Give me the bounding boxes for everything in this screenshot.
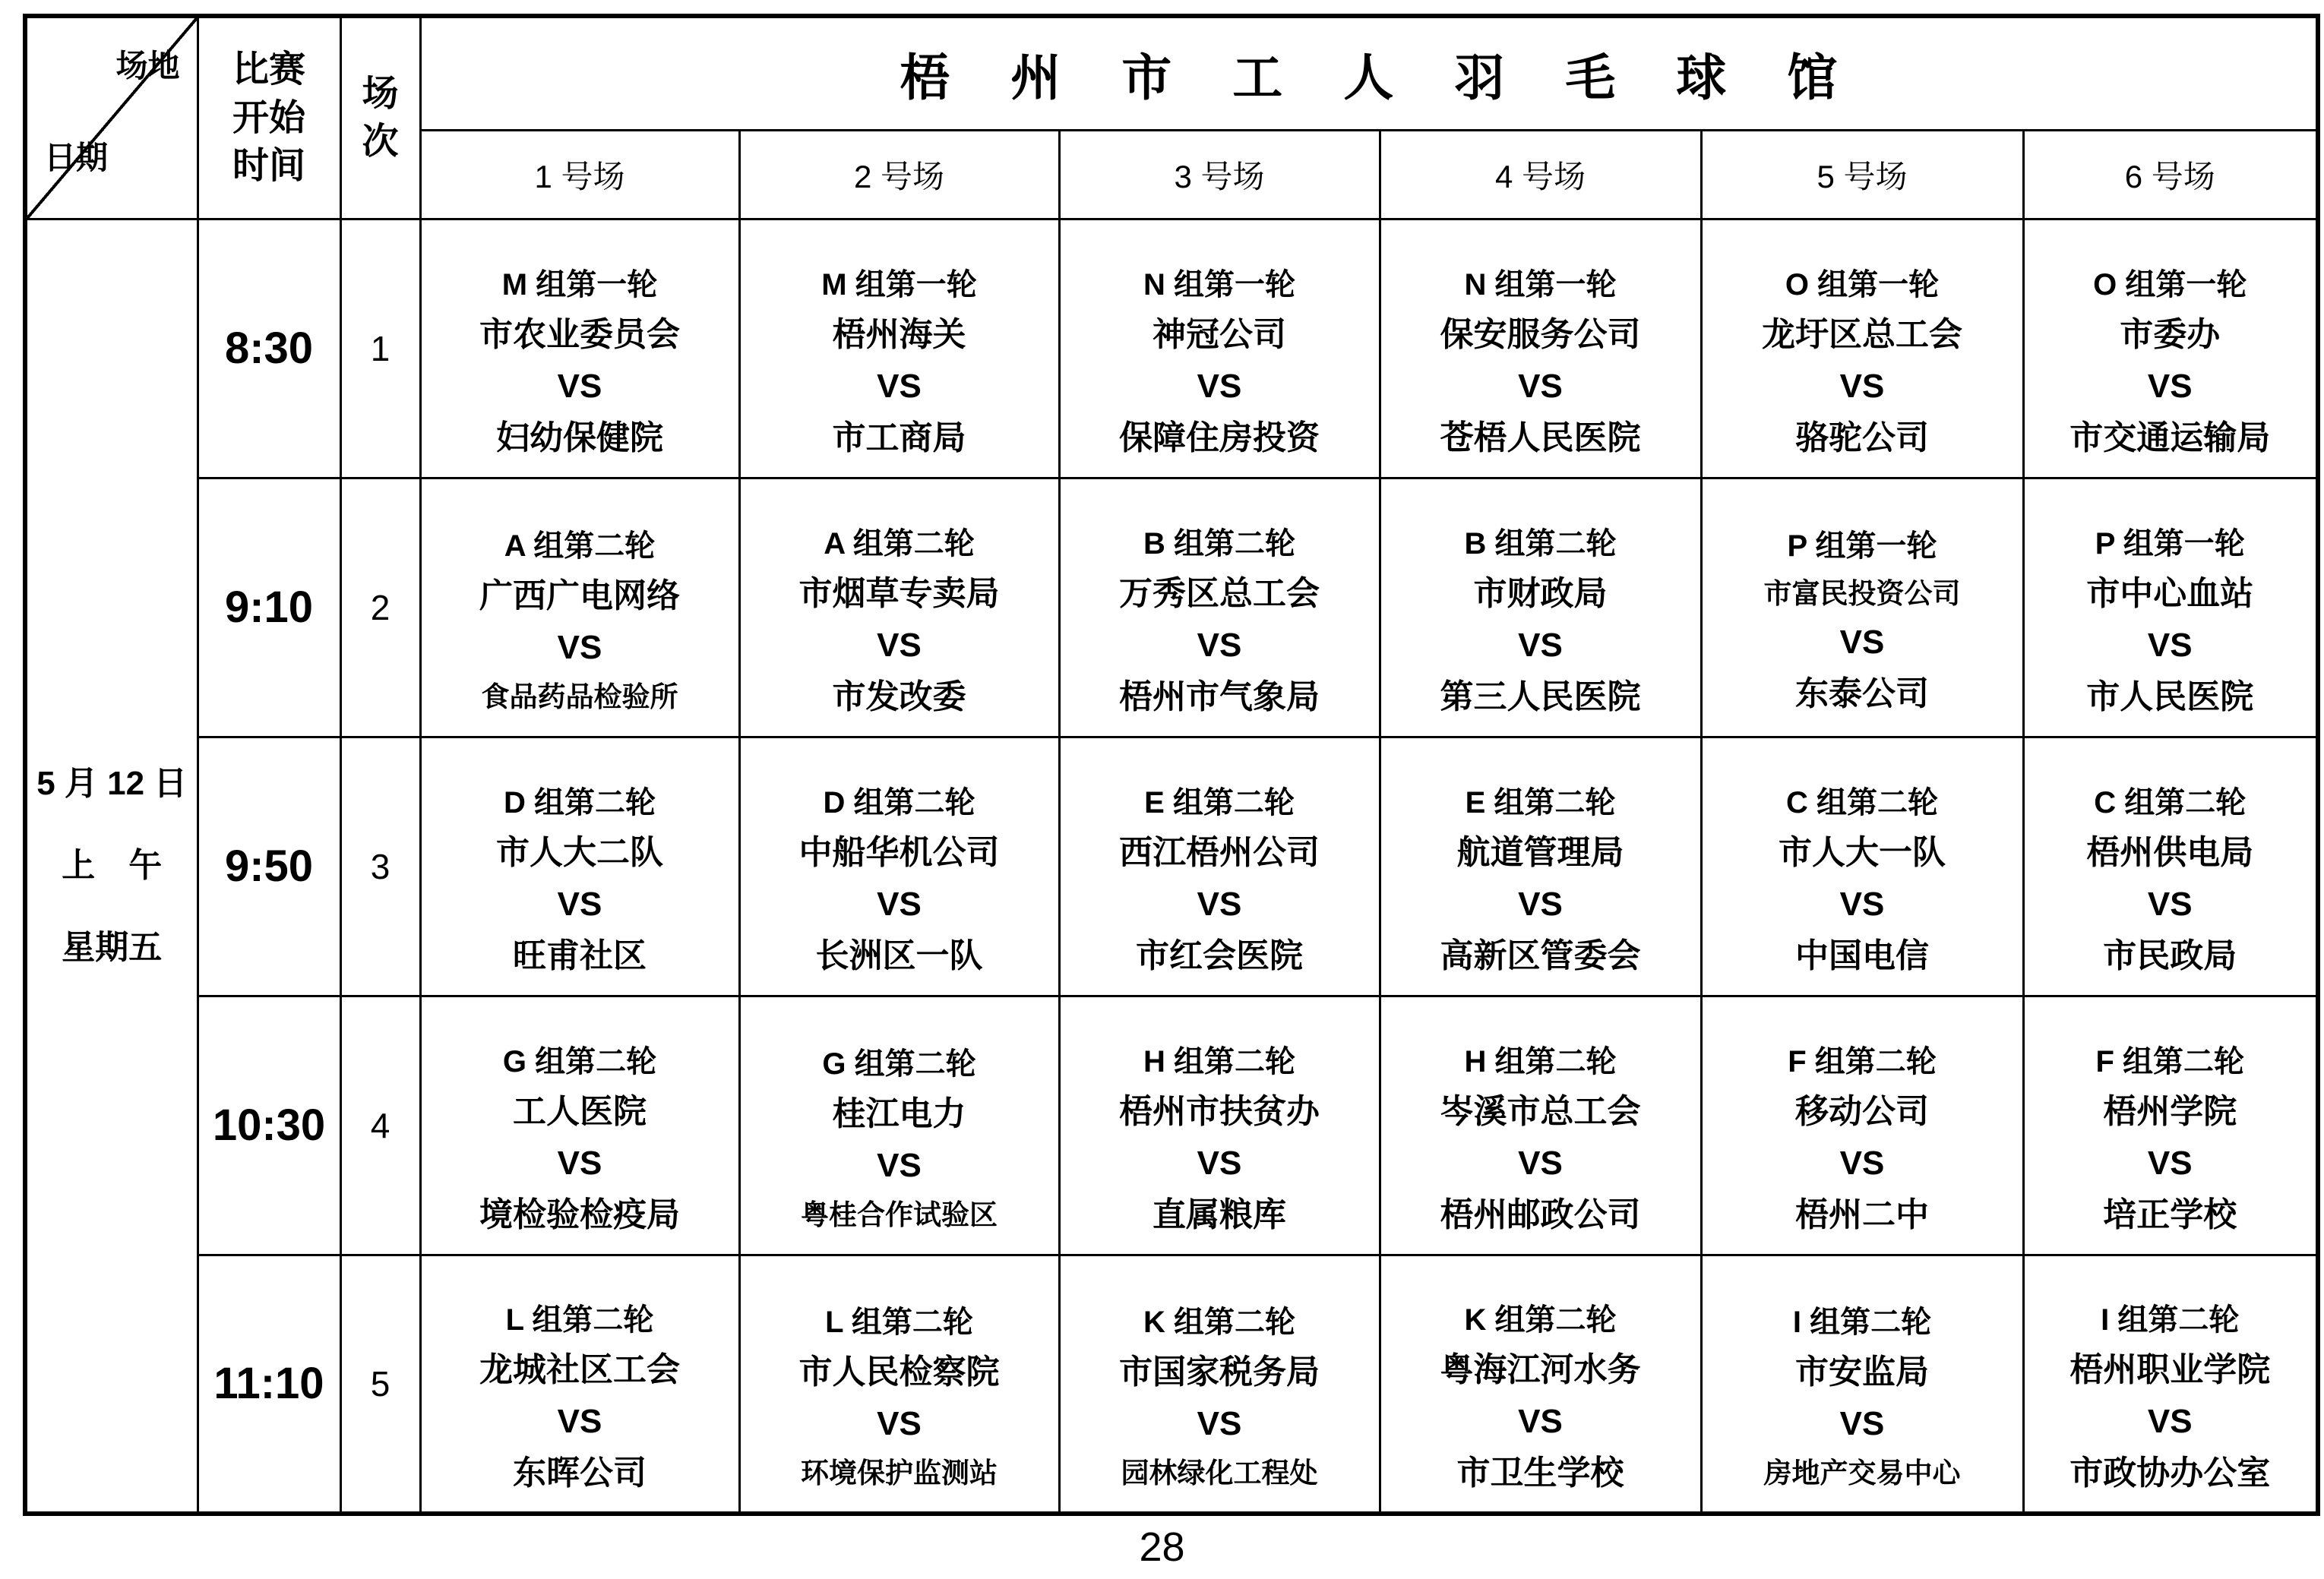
- match-team-1: 市人民检察院: [798, 1353, 1000, 1391]
- match-team-2: 第三人民医院: [1440, 677, 1641, 715]
- match-team-2: 环境保护监测站: [801, 1457, 998, 1489]
- match-time: 9:50: [198, 737, 340, 996]
- court-header-6: 6 号场: [2023, 130, 2318, 219]
- match-round: N 组第一轮: [1143, 267, 1295, 302]
- vs-label: VS: [1518, 367, 1563, 405]
- vs-label: VS: [1839, 1144, 1885, 1182]
- match-cell: [420, 996, 739, 1255]
- schedule-row: [25, 478, 2318, 737]
- match-cell: [1701, 219, 2023, 478]
- date-cell: [25, 219, 198, 1514]
- match-cell: [2023, 996, 2318, 1255]
- match-round: H 组第二轮: [1143, 1044, 1295, 1078]
- session-number: 5: [340, 1255, 420, 1514]
- venue-title: 梧州市工人羽毛球馆: [420, 16, 2318, 130]
- match-cell: [1059, 1255, 1380, 1514]
- match-round: C 组第二轮: [2094, 785, 2247, 820]
- vs-label: VS: [1839, 367, 1885, 405]
- match-team-1: 龙圩区总工会: [1762, 315, 1962, 353]
- match-cell: [739, 478, 1059, 737]
- vs-label: VS: [557, 885, 602, 923]
- match-team-2: 梧州二中: [1795, 1195, 1929, 1233]
- match-cell: [739, 737, 1059, 996]
- match-cell: [2023, 478, 2318, 737]
- match-team-1: 万秀区总工会: [1119, 574, 1320, 612]
- match-team-1: 桂江电力: [832, 1095, 966, 1132]
- match-team-2: 妇幼保健院: [496, 418, 663, 456]
- match-team-1: 梧州职业学院: [2069, 1350, 2271, 1388]
- match-team-1: 梧州学院: [2103, 1092, 2237, 1130]
- date-line: 星期五: [62, 928, 163, 966]
- court-header-1: 1 号场: [420, 130, 739, 219]
- match-round: K 组第二轮: [1464, 1303, 1617, 1337]
- match-team-2: 直属粮库: [1153, 1195, 1286, 1233]
- vs-label: VS: [1197, 367, 1242, 405]
- header-row-title: [25, 16, 2318, 130]
- vs-label: VS: [877, 367, 922, 405]
- match-team-1: 粤海江河水务: [1440, 1350, 1641, 1388]
- match-team-2: 高新区管委会: [1440, 936, 1641, 974]
- court-header-3: 3 号场: [1059, 130, 1380, 219]
- match-round: C 组第二轮: [1786, 785, 1938, 820]
- match-cell: [739, 996, 1059, 1255]
- vs-label: VS: [2147, 1402, 2193, 1440]
- match-team-1: 市农业委员会: [479, 315, 680, 353]
- match-round: H 组第二轮: [1464, 1044, 1617, 1078]
- vs-label: VS: [1518, 1144, 1563, 1182]
- match-round: M 组第一轮: [821, 267, 977, 302]
- match-team-2: 市民政局: [2103, 936, 2237, 974]
- match-round: A 组第二轮: [824, 526, 975, 561]
- match-time: 8:30: [198, 219, 340, 478]
- vs-label: VS: [877, 626, 922, 664]
- match-round: D 组第二轮: [823, 785, 975, 820]
- match-team-2: 市工商局: [832, 418, 966, 456]
- court-header-4: 4 号场: [1380, 130, 1701, 219]
- match-team-2: 骆驼公司: [1795, 418, 1929, 456]
- vs-label: VS: [2147, 1144, 2193, 1182]
- match-team-1: 梧州供电局: [2086, 833, 2254, 871]
- time-header-line: 比赛: [232, 49, 305, 90]
- page-number: 28: [1139, 1524, 1185, 1570]
- match-cell: [2023, 737, 2318, 996]
- match-team-1: 航道管理局: [1456, 833, 1624, 871]
- match-team-2: 梧州邮政公司: [1440, 1195, 1641, 1233]
- vs-label: VS: [557, 367, 602, 405]
- date-line: 5 月 12 日: [36, 764, 188, 802]
- match-team-1: 龙城社区工会: [479, 1350, 680, 1388]
- match-team-1: 中船华机公司: [798, 833, 1000, 871]
- vs-label: VS: [557, 1402, 602, 1440]
- match-cell: [1059, 219, 1380, 478]
- match-cell: [1380, 996, 1701, 1255]
- match-team-1: 梧州市扶贫办: [1119, 1092, 1320, 1130]
- schedule-row: [25, 219, 2318, 478]
- vs-label: VS: [1839, 1405, 1885, 1443]
- match-time: 11:10: [198, 1255, 340, 1514]
- session-number: 2: [340, 478, 420, 737]
- match-cell: [1059, 478, 1380, 737]
- match-team-1: 市人大二队: [496, 833, 663, 871]
- match-cell: [2023, 1255, 2318, 1514]
- session-header-line: 次: [362, 122, 399, 163]
- match-cell: [1380, 1255, 1701, 1514]
- vs-label: VS: [877, 885, 922, 923]
- corner-date-label: 日期: [44, 139, 109, 175]
- match-team-2: 旺甫社区: [513, 936, 647, 974]
- match-cell: [420, 219, 739, 478]
- vs-label: VS: [2147, 885, 2193, 923]
- match-team-1: 保安服务公司: [1440, 315, 1641, 353]
- match-team-2: 市发改委: [832, 677, 966, 715]
- match-cell: [1380, 478, 1701, 737]
- match-team-1: 市财政局: [1473, 574, 1608, 612]
- session-number: 4: [340, 996, 420, 1255]
- match-team-2: 房地产交易中心: [1763, 1457, 1961, 1489]
- match-round: D 组第二轮: [504, 785, 656, 820]
- match-team-2: 东晖公司: [513, 1454, 647, 1492]
- match-team-1: 市富民投资公司: [1763, 578, 1961, 609]
- match-team-2: 市交通运输局: [2069, 418, 2271, 456]
- session-number: 3: [340, 737, 420, 996]
- session-column-header: [340, 16, 420, 219]
- vs-label: VS: [2147, 367, 2193, 405]
- match-team-2: 保障住房投资: [1119, 418, 1320, 456]
- match-team-2: 东泰公司: [1795, 675, 1929, 712]
- match-team-1: 梧州海关: [832, 315, 966, 353]
- vs-label: VS: [877, 1405, 922, 1443]
- schedule-table: [23, 14, 2320, 1516]
- match-team-2: 粤桂合作试验区: [801, 1199, 998, 1230]
- match-round: F 组第二轮: [1788, 1044, 1937, 1078]
- match-round: G 组第二轮: [822, 1047, 976, 1081]
- vs-label: VS: [1518, 1402, 1563, 1440]
- match-cell: [739, 219, 1059, 478]
- match-team-1: 市安监局: [1795, 1353, 1929, 1391]
- corner-venue-label: 场地: [115, 48, 180, 84]
- match-team-1: 工人医院: [513, 1092, 647, 1130]
- match-cell: [1380, 219, 1701, 478]
- time-header-line: 时间: [232, 145, 305, 186]
- match-round: B 组第二轮: [1143, 526, 1295, 561]
- vs-label: VS: [2147, 626, 2193, 664]
- match-team-2: 境检验检疫局: [479, 1195, 680, 1233]
- time-column-header: [198, 16, 340, 219]
- court-header-2: 2 号场: [739, 130, 1059, 219]
- match-team-1: 岑溪市总工会: [1440, 1092, 1641, 1130]
- match-team-2: 市红会医院: [1136, 936, 1303, 974]
- match-team-2: 市卫生学校: [1456, 1454, 1624, 1492]
- match-team-2: 食品药品检验所: [481, 681, 678, 712]
- date-line: 上 午: [62, 846, 163, 884]
- match-cell: [1701, 1255, 2023, 1514]
- match-cell: [1701, 996, 2023, 1255]
- vs-label: VS: [1839, 624, 1885, 661]
- match-round: I 组第二轮: [1792, 1306, 1932, 1340]
- match-team-1: 广西广电网络: [479, 577, 680, 614]
- match-cell: [420, 1255, 739, 1514]
- court-header-5: 5 号场: [1701, 130, 2023, 219]
- match-round: B 组第二轮: [1464, 526, 1617, 561]
- match-round: M 组第一轮: [501, 267, 658, 302]
- vs-label: VS: [1518, 885, 1563, 923]
- vs-label: VS: [1197, 1144, 1242, 1182]
- match-round: F 组第二轮: [2095, 1044, 2245, 1078]
- match-cell: [739, 1255, 1059, 1514]
- match-round: K 组第二轮: [1143, 1306, 1295, 1340]
- vs-label: VS: [1518, 626, 1563, 664]
- match-round: N 组第一轮: [1464, 267, 1617, 302]
- match-team-1: 神冠公司: [1153, 315, 1286, 353]
- match-round: A 组第二轮: [504, 529, 656, 563]
- match-time: 9:10: [198, 478, 340, 737]
- match-team-2: 培正学校: [2103, 1195, 2237, 1233]
- match-team-2: 苍梧人民医院: [1440, 418, 1641, 456]
- match-round: G 组第二轮: [502, 1044, 657, 1078]
- schedule-row: [25, 737, 2318, 996]
- vs-label: VS: [1197, 1405, 1242, 1443]
- match-team-1: 市烟草专卖局: [798, 574, 1000, 612]
- vs-label: VS: [1839, 885, 1885, 923]
- match-team-1: 市国家税务局: [1119, 1353, 1320, 1391]
- match-team-2: 市人民医院: [2086, 677, 2254, 715]
- match-cell: [1059, 996, 1380, 1255]
- match-round: O 组第一轮: [1785, 267, 1940, 302]
- vs-label: VS: [557, 629, 602, 666]
- session-number: 1: [340, 219, 420, 478]
- match-team-1: 市中心血站: [2086, 574, 2254, 612]
- match-team-2: 梧州市气象局: [1119, 677, 1320, 715]
- match-round: L 组第二轮: [505, 1303, 654, 1337]
- match-cell: [2023, 219, 2318, 478]
- match-team-2: 中国电信: [1795, 936, 1929, 974]
- match-team-2: 市政协办公室: [2069, 1454, 2271, 1492]
- corner-diagonal-cell: [25, 16, 198, 219]
- match-team-1: 西江梧州公司: [1119, 833, 1320, 871]
- match-cell: [1701, 737, 2023, 996]
- vs-label: VS: [557, 1144, 602, 1182]
- match-round: L 组第二轮: [825, 1306, 973, 1340]
- vs-label: VS: [1197, 626, 1242, 664]
- match-team-1: 市人大一队: [1779, 833, 1946, 871]
- match-round: I 组第二轮: [2101, 1303, 2240, 1337]
- vs-label: VS: [877, 1147, 922, 1184]
- match-team-1: 移动公司: [1795, 1092, 1929, 1130]
- match-round: P 组第一轮: [1787, 529, 1937, 563]
- time-header-line: 开始: [232, 97, 305, 138]
- match-cell: [1059, 737, 1380, 996]
- match-cell: [420, 478, 739, 737]
- match-time: 10:30: [198, 996, 340, 1255]
- match-cell: [1380, 737, 1701, 996]
- match-round: E 组第二轮: [1144, 785, 1295, 820]
- schedule-row: [25, 996, 2318, 1255]
- match-round: P 组第一轮: [2095, 526, 2245, 561]
- match-team-1: 市委办: [2120, 315, 2221, 353]
- match-team-2: 长洲区一队: [815, 936, 983, 974]
- vs-label: VS: [1197, 885, 1242, 923]
- match-round: E 组第二轮: [1465, 785, 1616, 820]
- session-header-line: 场: [362, 73, 399, 114]
- schedule-row: [25, 1255, 2318, 1514]
- schedule-body: [25, 219, 2318, 1514]
- match-round: O 组第一轮: [2093, 267, 2247, 302]
- match-cell: [420, 737, 739, 996]
- match-team-2: 园林绿化工程处: [1121, 1457, 1318, 1489]
- match-cell: [1701, 478, 2023, 737]
